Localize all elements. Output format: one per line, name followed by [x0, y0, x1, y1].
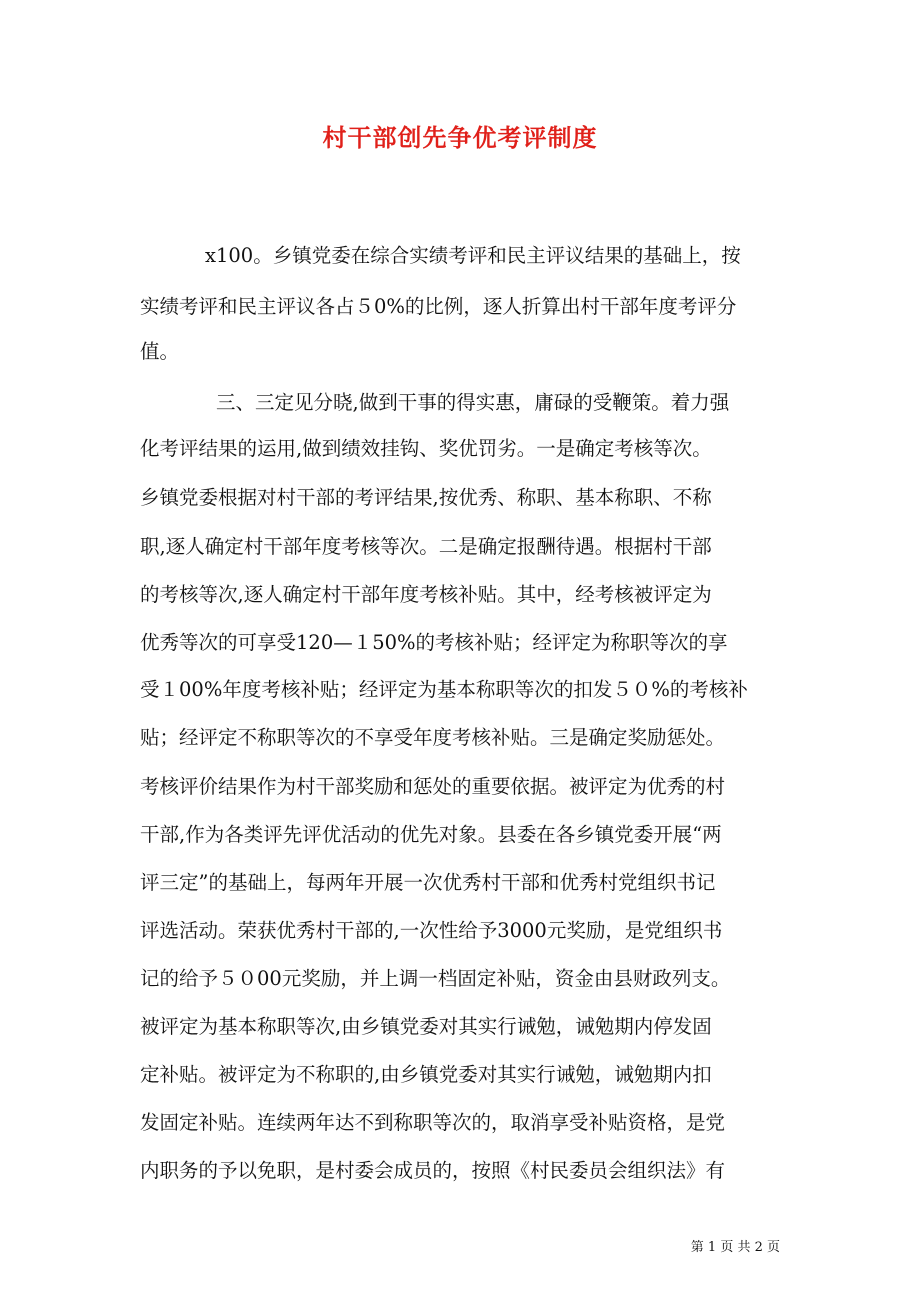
paragraph-2-line-1: 三、三定见分晓,做到干事的得实惠，庸碌的受鞭策。着力强: [216, 391, 730, 414]
paragraph-2-line-6: 优秀等次的可享受120—１50%的考核补贴；经评定为称职等次的享: [140, 631, 728, 654]
paragraph-2-line-14: 被评定为基本称职等次,由乡镇党委对其实行诫勉，诫勉期内停发固: [140, 1015, 712, 1038]
paragraph-2-line-7: 受１00%年度考核补贴；经评定为基本称职等次的扣发５０%的考核补: [140, 678, 748, 701]
paragraph-2-line-3: 乡镇党委根据对村干部的考评结果,按优秀、称职、基本称职、不称: [140, 486, 712, 509]
paragraph-2-line-15: 定补贴。被评定为不称职的,由乡镇党委对其实行诫勉，诫勉期内扣: [140, 1063, 712, 1086]
paragraph-2-line-2: 化考评结果的运用,做到绩效挂钩、奖优罚劣。一是确定考核等次。: [140, 437, 712, 460]
paragraph-2-line-10: 干部,作为各类评先评优活动的优先对象。县委在各乡镇党委开展“两: [140, 823, 722, 846]
paragraph-1-line-3: 值。: [140, 340, 180, 363]
paragraph-2-line-9: 考核评价结果作为村干部奖励和惩处的重要依据。被评定为优秀的村: [140, 775, 726, 798]
document-title: 村干部创先争优考评制度: [322, 123, 598, 152]
paragraph-1-line-1: x100。乡镇党委在综合实绩考评和民主评议结果的基础上，按: [205, 244, 741, 267]
paragraph-2-line-5: 的考核等次,逐人确定村干部年度考核补贴。其中，经考核被评定为: [140, 583, 712, 606]
paragraph-1-line-2: 实绩考评和民主评议各占５0%的比例，逐人折算出村干部年度考评分: [140, 295, 737, 318]
page-number-footer: 第 1 页 共 2 页: [690, 1240, 780, 1255]
paragraph-2-line-16: 发固定补贴。连续两年达不到称职等次的，取消享受补贴资格，是党: [140, 1111, 726, 1134]
paragraph-2-line-8: 贴；经评定不称职等次的不享受年度考核补贴。三是确定奖励惩处。: [140, 726, 726, 749]
paragraph-2-line-4: 职,逐人确定村干部年度考核等次。二是确定报酬待遇。根据村干部: [140, 535, 712, 558]
paragraph-2-line-17: 内职务的予以免职，是村委会成员的，按照《村民委员会组织法》有: [140, 1159, 726, 1182]
paragraph-2-line-12: 评选活动。荣获优秀村干部的,一次性给予3000元奖励，是党组织书: [140, 919, 723, 942]
paragraph-2-line-13: 记的给予５０00元奖励，并上调一档固定补贴，资金由县财政列支。: [140, 967, 731, 990]
paragraph-2-line-11: 评三定”的基础上，每两年开展一次优秀村干部和优秀村党组织书记: [140, 871, 716, 894]
